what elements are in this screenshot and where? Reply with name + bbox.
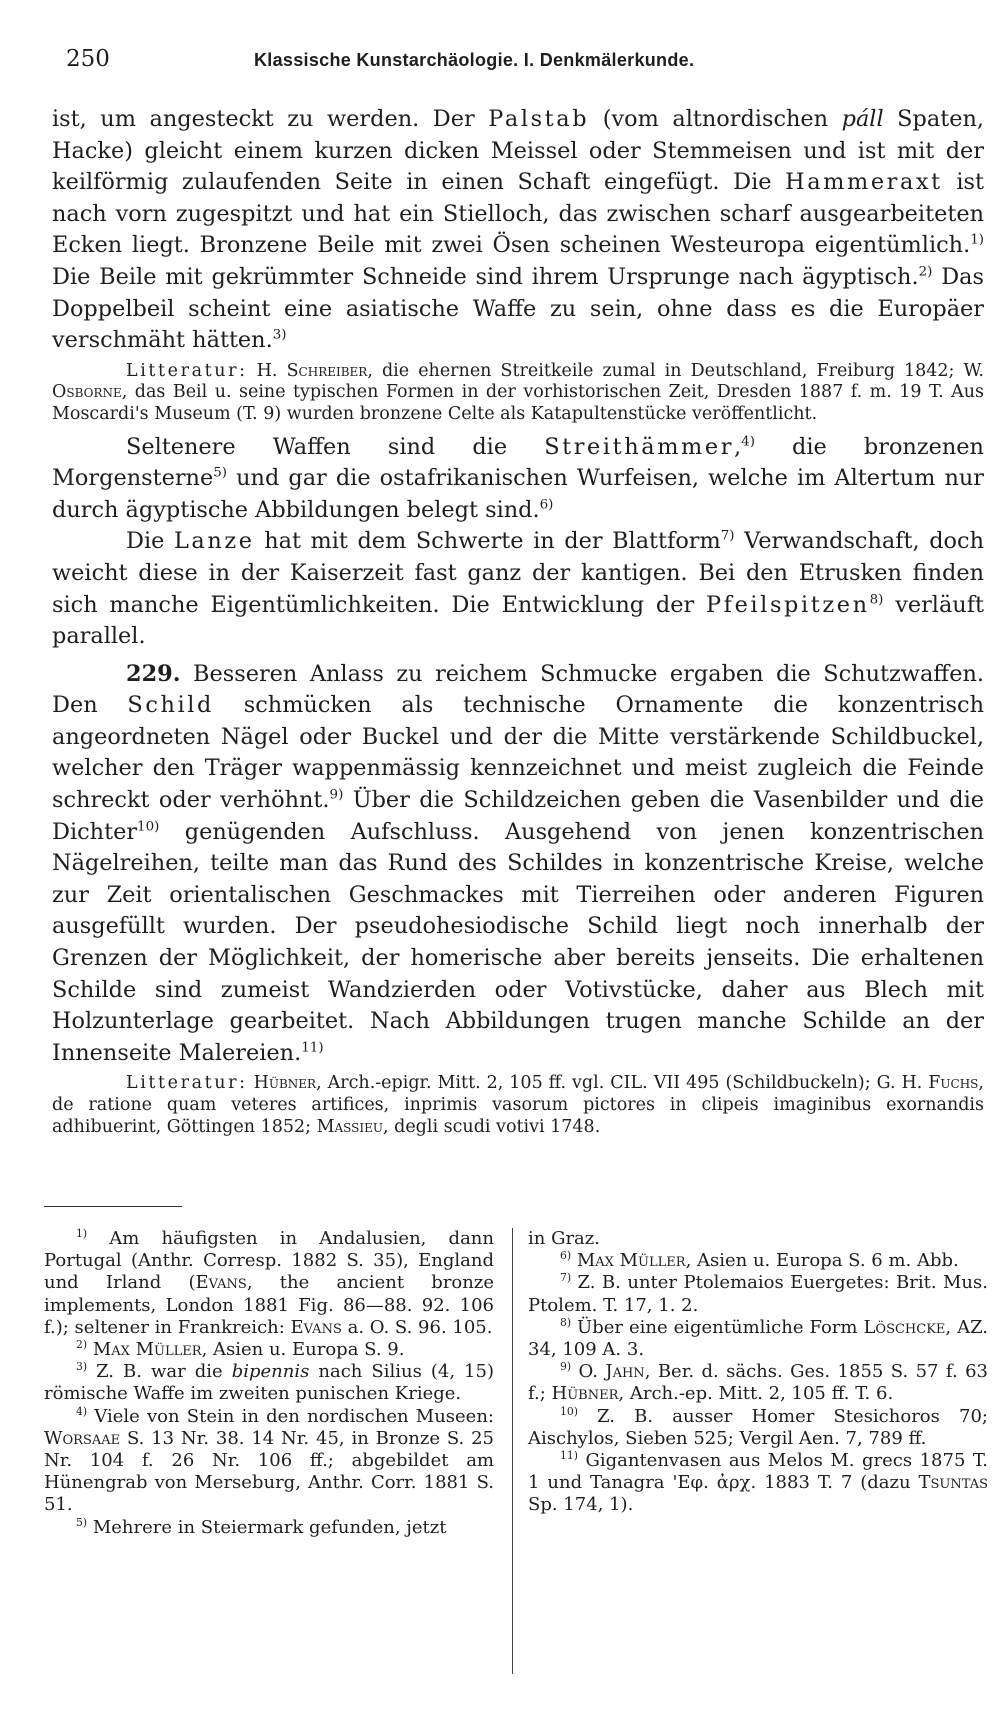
main-text <box>52 104 984 1144</box>
text-run: hat mit dem Schwerte in der Blattform <box>254 528 721 555</box>
text-run: schmücken als technische Ornamente die konzentrisch angeordneten Nägel oder Buckel und der die Mitte verstärkende Schildbuckel, welcher den Träger wappenmässig kennzeichnet und meist zugleich die Feinde schreckt oder verhöhnt. <box>52 692 984 814</box>
text-run: , <box>734 433 742 460</box>
footnote-marker: 1) <box>76 1227 88 1240</box>
text-run: Über die Schildzeichen geben die Vasenbilder und die Dichter <box>52 787 984 845</box>
footnote-marker: 5) <box>76 1515 88 1529</box>
text-run: ist nach vorn zugespitzt und hat ein Stielloch, das zwischen scharf ausgearbeiteten Ecken liegt. Bronzene Beile mit zwei Ösen scheinen Westeuropa eigentümlich. <box>52 169 984 259</box>
term-bipennis: bipennis <box>231 1361 310 1383</box>
footnote-marker: 9) <box>560 1360 572 1374</box>
literature-label: Litteratur: <box>126 360 248 381</box>
footnote-ref[interactable]: 5) <box>213 465 228 481</box>
text-run: Besseren Anlass zu reichem Schmucke ergaben die Schutzwaffen. Den <box>52 660 984 719</box>
text-run: (vom altnordischen <box>589 106 842 132</box>
text-run: O. <box>571 1361 606 1383</box>
text-run: S. 13 Nr. 38. 14 Nr. 45, in Bronze S. 25 Nr. 104 f. 26 Nr. 106 ff.; abgebildet am Hünengrab von Merseburg, Anthr. Corr. 1881 S. 51. <box>44 1427 494 1516</box>
footnote-rule <box>44 1206 182 1207</box>
term-pfeilspitzen: Pfeilspitzen <box>706 591 870 618</box>
footnote-column-right <box>528 1228 988 1517</box>
text-run: Die Beile mit gekrümmter Schneide sind ihrem Ursprunge nach ägyptisch. <box>52 263 919 290</box>
text-run: , Arch.-epigr. Mitt. 2, 105 ff. vgl. CIL. VII 495 (Schildbuckeln); G. H. <box>316 1073 929 1094</box>
author-name: Schreiber <box>286 360 368 381</box>
text-run: Das Doppelbeil scheint eine asiatische Waffe zu sein, ohne dass es die Europäer verschmäht hätten. <box>52 263 984 354</box>
literature-block <box>52 1073 984 1138</box>
author-name: Tsuntas <box>918 1472 988 1494</box>
text-run: Am häufigsten in Andalusien, dann Portugal (Anthr. Corresp. 1882 S. 35), England und Irland ( <box>44 1228 494 1294</box>
literature-block <box>52 361 984 426</box>
text-run: Über eine eigentümliche Form <box>571 1316 864 1338</box>
author-name: Hübner <box>253 1073 317 1094</box>
author-name: Massieu <box>316 1116 383 1137</box>
footnote-marker: 4) <box>76 1404 88 1418</box>
text-run: , Ber. d. sächs. Ges. 1855 S. 57 f. 63 f.; <box>528 1361 988 1405</box>
footnote-6 <box>528 1250 988 1272</box>
footnote-marker: 3) <box>76 1360 88 1374</box>
footnote-ref[interactable]: 10) <box>137 819 160 835</box>
author-name: Evans <box>290 1316 342 1338</box>
footnote-ref[interactable]: 9) <box>329 787 344 803</box>
text-run: Mehrere in Steiermark gefunden, jetzt <box>87 1516 447 1538</box>
text-run: a. O. S. 96. 105. <box>341 1316 493 1338</box>
text-run: , AZ. 34, 109 A. 3. <box>528 1316 989 1361</box>
author-name: Löschcke <box>863 1316 946 1338</box>
author-name: Jahn <box>605 1361 645 1383</box>
footnote-11 <box>528 1450 988 1517</box>
text-run: , die ehernen Streitkeile zumal in Deutschland, Freiburg 1842; W. <box>367 360 984 381</box>
paragraph-streithaemmer <box>52 432 984 527</box>
text-run: verläuft parallel. <box>52 591 985 650</box>
author-name: Fuchs <box>928 1073 979 1094</box>
text-run: , de ratione quam veteres artifices, inprimis vasorum pictores in clipeis imaginibus exornandis adhibuerint, Göttingen 1852; <box>52 1073 984 1137</box>
footnote-marker: 8) <box>560 1315 572 1329</box>
text-run: Seltenere Waffen sind die <box>126 433 545 460</box>
paragraph-palstab <box>52 104 984 357</box>
section-number: 229. <box>126 660 181 687</box>
footnote-marker: 2) <box>76 1338 88 1352</box>
footnote-ref[interactable]: 6) <box>539 497 554 513</box>
text-run: , Asien u. Europa S. 9. <box>201 1339 405 1361</box>
text-run: ist, um angesteckt zu werden. Der <box>52 106 489 132</box>
text-run: , the ancient bronze implements, London 1881 Fig. 86—88. 92. 106 f.); seltener in Frankreich: <box>44 1272 494 1338</box>
author-name: Max Müller <box>92 1339 202 1361</box>
term-pall: páll <box>841 106 884 132</box>
footnote-ref[interactable]: 4) <box>741 434 755 450</box>
literature-label: Litteratur: <box>126 1073 248 1094</box>
author-name: Worsaae <box>44 1427 121 1449</box>
author-name: Hübner <box>551 1383 619 1405</box>
author-name: Evans <box>195 1272 247 1294</box>
footnote-9 <box>528 1361 988 1405</box>
footnote-10 <box>528 1406 988 1450</box>
footnote-ref[interactable]: 8) <box>869 592 884 608</box>
footnote-marker: 7) <box>560 1271 572 1285</box>
text-run: , das Beil u. seine typischen Formen in der vorhistorischen Zeit, Dresden 1887 f. m. 19 T. Aus Moscardi's Museum (T. 9) wurden bronzene Celte als Katapultenstücke veröffentlicht. <box>52 382 984 424</box>
footnote-4 <box>44 1406 494 1517</box>
term-schild: Schild <box>127 692 214 719</box>
text-run: Die <box>126 528 174 555</box>
footnote-marker: 11) <box>560 1449 578 1463</box>
page-number: 250 <box>66 46 110 72</box>
footnote-7 <box>528 1272 988 1316</box>
footnote-column-left <box>44 1228 494 1539</box>
author-name: Max Müller <box>576 1250 686 1272</box>
footnote-5 <box>44 1517 494 1539</box>
text-run: die bronzenen Morgensterne <box>52 433 984 492</box>
text-run: und gar die ostafrikanischen Wurfeisen, welche im Altertum nur durch ägyptische Abbildungen belegt sind. <box>52 465 984 523</box>
column-divider <box>512 1228 513 1674</box>
footnote-marker: 10) <box>560 1404 578 1418</box>
text-run: Z. B. ausser Homer Stesichoros 70; Aischylos, Sieben 525; Vergil Aen. 7, 789 ff. <box>528 1405 988 1449</box>
term-palstab: Palstab <box>488 106 590 132</box>
text-run: Verwandschaft, doch weicht diese in der Kaiserzeit fast ganz der kantigen. Bei den Etrusken finden sich manche Eigentümlichkeiten. Die Entwicklung der <box>52 528 984 618</box>
footnote-8 <box>528 1317 988 1361</box>
term-streithaemmer: Streithämmer <box>544 433 735 460</box>
author-name: Osborne <box>52 382 122 403</box>
paragraph-lanze <box>52 526 984 652</box>
footnote-ref[interactable]: 11) <box>301 1040 324 1056</box>
text-run: Sp. 174, 1). <box>528 1494 634 1516</box>
footnote-2 <box>44 1339 494 1361</box>
footnote-5-continued: in Graz. <box>528 1228 600 1249</box>
text-run: Z. B. unter Ptolemaios Euergetes: Brit. Mus. Ptolem. T. 17, 1. 2. <box>528 1272 988 1316</box>
text-run: H. <box>247 360 287 381</box>
footnote-ref[interactable]: 1) <box>970 232 984 248</box>
text-run: , Arch.-ep. Mitt. 2, 105 ff. T. 6. <box>618 1383 894 1405</box>
text-run: , degli scudi votivi 1748. <box>383 1116 601 1137</box>
text-run: , Asien u. Europa S. 6 m. Abb. <box>685 1250 959 1272</box>
footnote-3 <box>44 1361 494 1405</box>
text-run: Spaten, Hacke) gleicht einem kurzen dicken Meissel oder Stemmeisen und ist mit der keilförmig zulaufenden Seite in einen Schaft eingefügt. Die <box>52 106 984 196</box>
text-run: Z. B. war die <box>87 1361 232 1383</box>
text-run: nach Silius (4, 15) römische Waffe im zweiten punischen Kriege. <box>44 1361 494 1405</box>
footnote-ref[interactable]: 7) <box>720 528 735 544</box>
term-lanze: Lanze <box>173 528 255 555</box>
running-title: Klassische Kunstarchäologie. I. Denkmälerkunde. <box>254 50 695 70</box>
paragraph-schild <box>52 659 984 1070</box>
footnote-ref[interactable]: 2) <box>918 264 933 280</box>
text-run: genügenden Aufschluss. Ausgehend von jenen konzentrischen Nägelreihen, teilte man das Rund des Schildes in konzentrische Kreise, welche zur Zeit orientalischen Geschmackes mit Tierreihen oder anderen Figuren ausgefüllt wurden. Der pseudohesiodische Schild liegt noch innerhalb der Grenzen der Möglichkeit, der homerische aber bereits jenseits. Die erhaltenen Schilde sind zumeist Wandzierden oder Votivstücke, daher aus Blech mit Holzunterlage gearbeitet. Nach Abbildungen trugen manche Schilde an der Innenseite Malereien. <box>52 818 984 1066</box>
footnote-ref[interactable]: 3) <box>272 327 287 343</box>
footnote-1 <box>44 1228 494 1339</box>
footnote-marker: 6) <box>560 1249 572 1263</box>
term-hammeraxt: Hammeraxt <box>785 169 943 196</box>
text-run: Viele von Stein in den nordischen Museen: <box>87 1405 494 1427</box>
text-run: Gigantenvasen aus Melos M. grecs 1875 T. 1 und Tanagra 'Εφ. ἀρχ. 1883 T. 7 (dazu <box>528 1450 988 1494</box>
